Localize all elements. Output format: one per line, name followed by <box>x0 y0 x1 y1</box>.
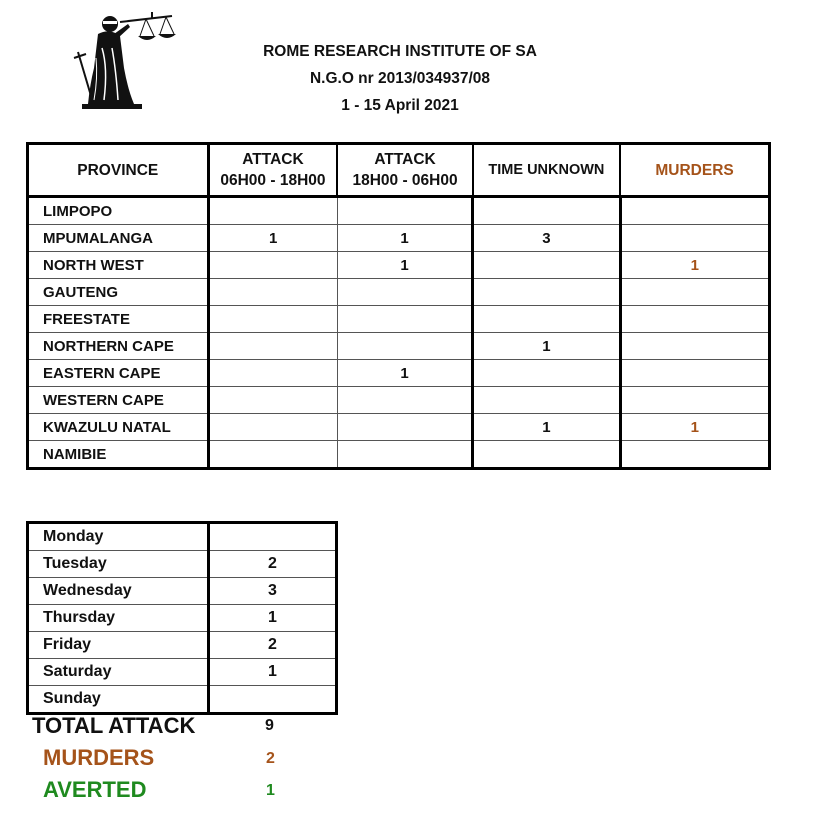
averted-value: 1 <box>266 782 275 799</box>
murders-cell <box>620 279 769 306</box>
weekday-name: Saturday <box>28 659 209 686</box>
night-attack-header-line1: ATTACK <box>374 151 436 168</box>
province-name: LIMPOPO <box>28 197 209 225</box>
province-name: FREESTATE <box>28 306 209 333</box>
weekday-count: 2 <box>209 632 337 659</box>
total-attack-value: 9 <box>265 717 274 734</box>
murders-cell: 1 <box>620 252 769 279</box>
table-row <box>28 252 770 279</box>
weekday-attacks-table <box>26 521 338 715</box>
day-attack-cell <box>208 414 337 441</box>
province-name: WESTERN CAPE <box>28 387 209 414</box>
time-unknown-cell: 3 <box>473 225 620 252</box>
night-attack-cell: 1 <box>337 360 472 387</box>
province-header: PROVINCE <box>28 144 209 197</box>
night-attack-cell <box>337 306 472 333</box>
day-attack-cell <box>208 279 337 306</box>
weekday-count: 3 <box>209 578 337 605</box>
time-unknown-cell <box>473 387 620 414</box>
night-attack-header-line2: 18H00 - 06H00 <box>352 172 458 189</box>
day-attack-header-line2: 06H00 - 18H00 <box>220 172 326 189</box>
province-name: NAMIBIE <box>28 441 209 469</box>
murders-cell <box>620 306 769 333</box>
table-row <box>28 659 337 686</box>
table-row <box>28 686 337 714</box>
night-attack-cell <box>337 197 472 225</box>
day-attack-cell: 1 <box>208 225 337 252</box>
time-unknown-cell <box>473 360 620 387</box>
time-unknown-cell <box>473 306 620 333</box>
time-unknown-header: TIME UNKNOWN <box>473 144 620 197</box>
weekday-name: Thursday <box>28 605 209 632</box>
table-row <box>28 197 770 225</box>
table-row <box>28 333 770 360</box>
day-attack-cell <box>208 333 337 360</box>
murders-label: MURDERS <box>43 745 155 770</box>
table-header-row <box>28 144 770 197</box>
table-row <box>28 523 337 551</box>
night-attack-cell: 1 <box>337 252 472 279</box>
weekday-name: Sunday <box>28 686 209 714</box>
murders-value: 2 <box>266 750 275 767</box>
weekday-name: Tuesday <box>28 551 209 578</box>
province-name: MPUMALANGA <box>28 225 209 252</box>
time-unknown-cell: 1 <box>473 333 620 360</box>
murders-cell <box>620 441 769 469</box>
day-attack-header-line1: ATTACK <box>242 151 304 168</box>
table-row <box>28 551 337 578</box>
night-attack-header <box>337 144 472 197</box>
day-attack-cell <box>208 197 337 225</box>
murders-cell <box>620 225 769 252</box>
table-row <box>28 360 770 387</box>
lady-justice-icon <box>68 8 188 112</box>
murders-cell <box>620 387 769 414</box>
weekday-count: 1 <box>209 605 337 632</box>
weekday-count <box>209 686 337 714</box>
day-attack-cell <box>208 387 337 414</box>
night-attack-cell: 1 <box>337 225 472 252</box>
table-row <box>28 225 770 252</box>
day-attack-cell <box>208 360 337 387</box>
table-row <box>28 414 770 441</box>
table-row <box>28 387 770 414</box>
day-attack-cell <box>208 252 337 279</box>
night-attack-cell <box>337 414 472 441</box>
weekday-name: Monday <box>28 523 209 551</box>
report-period: 1 - 15 April 2021 <box>341 97 459 114</box>
day-attack-cell <box>208 306 337 333</box>
institute-name: ROME RESEARCH INSTITUTE OF SA <box>263 43 537 60</box>
weekday-name: Friday <box>28 632 209 659</box>
murders-cell <box>620 333 769 360</box>
night-attack-cell <box>337 387 472 414</box>
weekday-count: 2 <box>209 551 337 578</box>
province-attacks-table <box>26 142 771 470</box>
ngo-number: N.G.O nr 2013/034937/08 <box>309 70 491 87</box>
time-unknown-cell: 1 <box>473 414 620 441</box>
day-attack-cell <box>208 441 337 469</box>
night-attack-cell <box>337 441 472 469</box>
weekday-count <box>209 523 337 551</box>
table-row <box>28 279 770 306</box>
table-row <box>28 306 770 333</box>
murders-cell: 1 <box>620 414 769 441</box>
night-attack-cell <box>337 333 472 360</box>
weekday-name: Wednesday <box>28 578 209 605</box>
province-name: KWAZULU NATAL <box>28 414 209 441</box>
table-row <box>28 578 337 605</box>
time-unknown-cell <box>473 441 620 469</box>
province-name: NORTH WEST <box>28 252 209 279</box>
total-attack-label: TOTAL ATTACK <box>32 713 196 738</box>
table-row <box>28 441 770 469</box>
report-header <box>200 38 600 119</box>
murders-cell <box>620 360 769 387</box>
time-unknown-cell <box>473 197 620 225</box>
averted-label: AVERTED <box>43 777 147 802</box>
time-unknown-cell <box>473 279 620 306</box>
murders-header: MURDERS <box>620 144 769 197</box>
weekday-count: 1 <box>209 659 337 686</box>
province-name: NORTHERN CAPE <box>28 333 209 360</box>
table-row <box>28 605 337 632</box>
time-unknown-cell <box>473 252 620 279</box>
murders-cell <box>620 197 769 225</box>
province-name: EASTERN CAPE <box>28 360 209 387</box>
day-attack-header <box>208 144 337 197</box>
night-attack-cell <box>337 279 472 306</box>
table-row <box>28 632 337 659</box>
province-name: GAUTENG <box>28 279 209 306</box>
